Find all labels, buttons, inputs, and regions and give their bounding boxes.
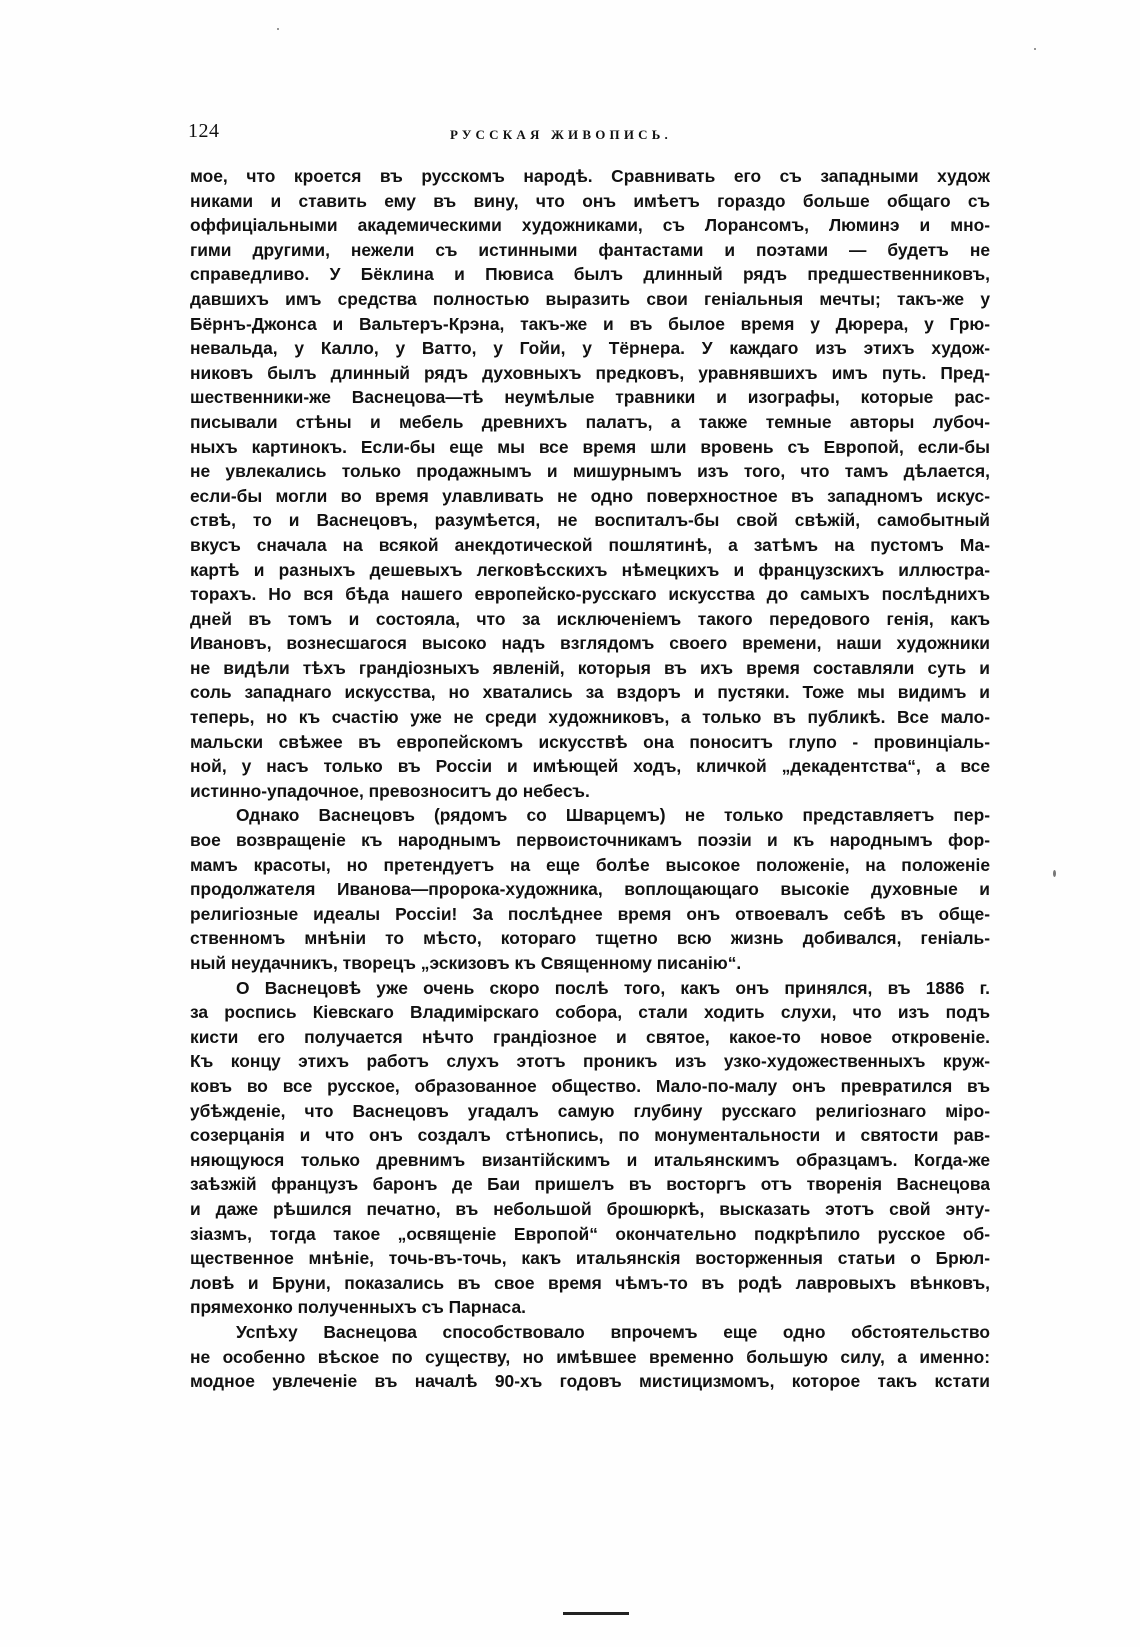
text-line: прямехонко полученныхъ съ Парнаса. (190, 1297, 526, 1318)
text-line: мамъ красоты, но претендуетъ на еще болѣе высокое положеніе, на положеніе (190, 854, 990, 875)
text-line: ствѣ, то и Васнецовъ, разумѣется, не воспиталъ-бы свой свѣжій, самобытный (190, 510, 990, 531)
text-line: Къ концу этихъ работъ слухъ этотъ проникъ изъ узко-художественныхъ круж- (190, 1051, 990, 1072)
text-line: никами и ставить ему въ вину, что онъ имѣетъ гораздо больше общаго съ (190, 190, 990, 211)
text-line: Ивановъ, вознесшагося высоко надъ взглядомъ своего времени, наши художники (190, 633, 990, 654)
text-line: Бёрнъ-Джонса и Вальтеръ-Крэна, такъ-же и въ былое время у Дюрера, у Грю- (190, 313, 990, 334)
text-line: писывали стѣны и мебель древнихъ палатъ, а также темные авторы лубоч- (190, 411, 990, 432)
text-line: невальда, у Калло, у Ватто, у Гойи, у Тёрнера. У каждаго изъ этихъ худож- (190, 338, 990, 359)
body-text (190, 164, 990, 1394)
text-line: не особенно вѣское по существу, но имѣвшее временно большую силу, а именно: (190, 1346, 990, 1367)
text-line: кисти его получается нѣчто грандіозное и святое, какое-то новое откровеніе. (190, 1026, 990, 1047)
page-number: 124 (188, 120, 220, 142)
text-line: вкусъ сначала на всякой анекдотической пошлятинѣ, а затѣмъ на пустомъ Ма- (190, 534, 990, 555)
text-line: шественники-же Васнецова—тѣ неумѣлые травники и изографы, которые рас- (190, 387, 990, 408)
text-line: Успѣху Васнецова способствовало впрочемъ еще одно обстоятельство (236, 1321, 990, 1342)
paper-speck (1034, 48, 1036, 50)
text-line: О Васнецовѣ уже очень скоро послѣ того, какъ онъ принялся, въ 1886 г. (236, 977, 990, 998)
text-line: если-бы могли во время улавливать не одно поверхностное въ западномъ искус- (190, 485, 990, 506)
text-line: давшихъ имъ средства полностью выразить свои геніальныя мечты; такъ-же у (190, 288, 990, 309)
text-line: соль западнаго искусства, но хватались за вздоръ и пустяки. Тоже мы видимъ и (190, 682, 990, 703)
text-line: мальски свѣжее въ европейскомъ искусствѣ она поноситъ глупо - провинціаль- (190, 731, 990, 752)
text-line: истинно-упадочное, превозноситъ до небесъ. (190, 780, 590, 801)
paper-speck (277, 28, 279, 30)
text-line: модное увлеченіе въ началѣ 90-хъ годовъ мистицизмомъ, которое такъ кстати (190, 1371, 990, 1392)
text-line: за роспись Кіевскаго Владимірскаго собора, стали ходить слухи, что изъ подъ (190, 1002, 990, 1023)
text-line: не видѣли тѣхъ грандіозныхъ явленій, которыя въ ихъ время составляли суть и (190, 657, 990, 678)
text-line: картѣ и разныхъ дешевыхъ легковѣсскихъ нѣмецкихъ и французскихъ иллюстра- (190, 559, 990, 580)
text-line: никовъ былъ длинный рядъ духовныхъ предковъ, уравнявшихъ имъ путь. Пред- (190, 362, 990, 383)
printer-rule (563, 1612, 629, 1615)
running-title: РУССКАЯ ЖИВОПИСЬ. (450, 127, 672, 142)
text-line: ственномъ мнѣніи то мѣсто, котораго тщетно всю жизнь добивался, геніаль- (190, 928, 990, 949)
text-line: и даже рѣшился печатно, въ небольшой брошюркѣ, высказать этотъ свой энту- (190, 1198, 990, 1219)
text-line: ный неудачникъ, творецъ „эскизовъ къ Священному писанію“. (190, 953, 742, 973)
text-line: не увлекались только продажнымъ и мишурнымъ изъ того, что тамъ дѣлается, (190, 461, 990, 482)
text-line: зіазмъ, тогда такое „освященіе Европой“ окончательно подкрѣпило русское об- (190, 1223, 990, 1244)
paper-speck (1053, 870, 1056, 877)
text-line: созерцанія и что онъ создалъ стѣнопись, по монументальности и святости рав- (190, 1125, 990, 1146)
text-line: справедливо. У Бёклина и Пювиса былъ длинный рядъ предшественниковъ, (190, 264, 990, 285)
text-line: ной, у насъ только въ Россіи и имѣющей ходъ, кличкой „декадентства“, а все (190, 756, 990, 777)
text-line: гими другими, нежели съ истинными фантастами и поэтами — будетъ не (190, 239, 990, 260)
text-line: теперь, но къ счастію уже не среди художниковъ, а только въ публикѣ. Все мало- (190, 707, 990, 728)
text-line: продолжателя Иванова—пророка-художника, воплощающаго высокіе духовные и (190, 879, 990, 900)
text-line: торахъ. Но вся бѣда нашего европейско-русскаго искусства до самыхъ послѣднихъ (190, 584, 990, 605)
text-line: Однако Васнецовъ (рядомъ со Шварцемъ) не только представляетъ пер- (236, 805, 990, 826)
text-line: няющуюся только древнимъ византійскимъ и итальянскимъ образцамъ. Когда-же (190, 1149, 990, 1170)
text-line: ковъ во все русское, образованное общество. Мало-по-малу онъ превратился въ (190, 1075, 990, 1096)
text-line: оффиціальными академическими художниками, съ Лорансомъ, Люминэ и мно- (190, 215, 990, 236)
text-line: щественное мнѣніе, точь-въ-точь, какъ итальянскія восторженныя статьи о Брюл- (190, 1248, 990, 1269)
text-line: вое возвращеніе къ народнымъ первоисточникамъ поэзіи и къ народнымъ фор- (190, 830, 990, 851)
text-line: ныхъ картинокъ. Если-бы еще мы все время шли вровень съ Европой, если-бы (190, 436, 990, 457)
text-line: убѣжденіе, что Васнецовъ угадалъ самую глубину русскаго религіознаго міро- (190, 1100, 990, 1121)
text-line: ловѣ и Бруни, показались въ свое время чѣмъ-то въ родѣ лавровыхъ вѣнковъ, (190, 1272, 990, 1293)
text-line: дней въ томъ и состояла, что за исключеніемъ такого передового генія, какъ (190, 608, 990, 629)
text-line: заѣзжій французъ баронъ де Баи пришелъ въ восторгъ отъ творенія Васнецова (190, 1174, 990, 1195)
text-line: мое, что кроется въ русскомъ народѣ. Сравнивать его съ западными худож (190, 166, 990, 186)
text-line: религіозные идеалы Россіи! За послѣднее время онъ отвоевалъ себѣ въ обще- (190, 903, 990, 924)
